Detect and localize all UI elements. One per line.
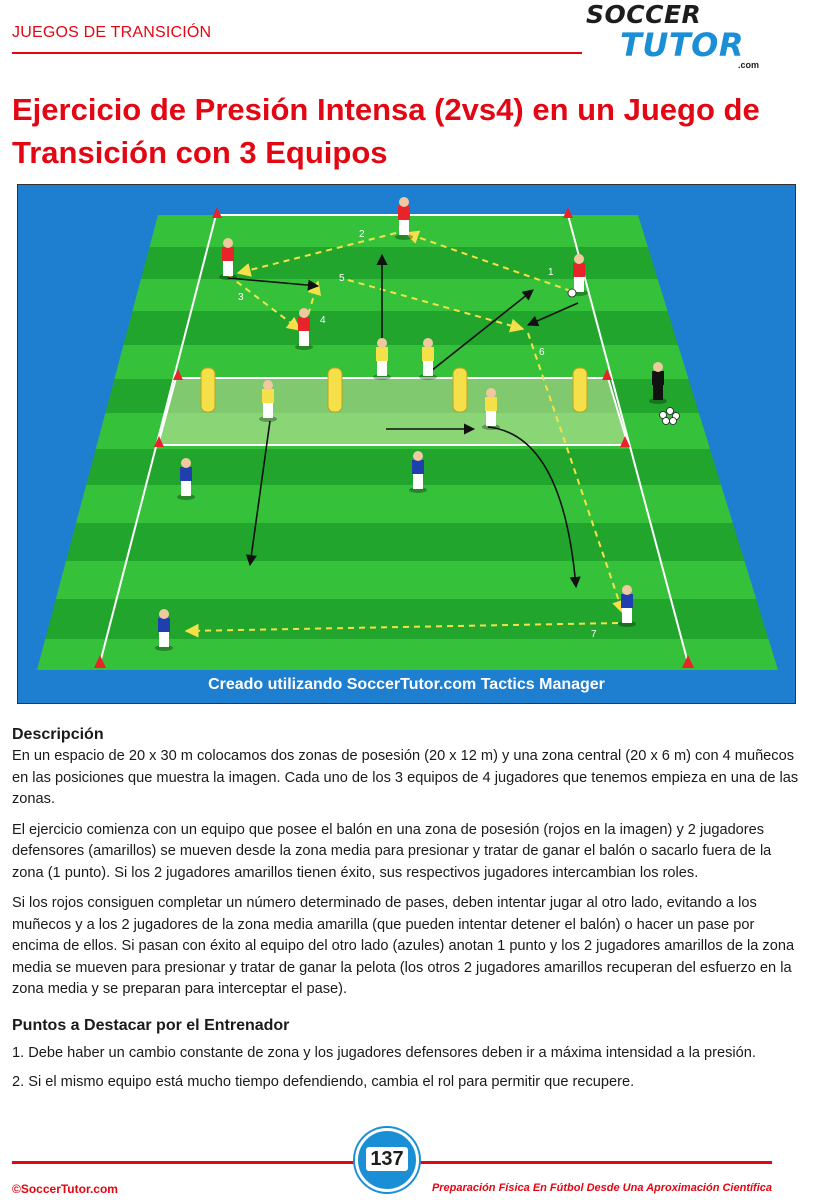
description-paragraph: El ejercicio comienza con un equipo que posee el balón en una zona de posesión (rojos en la imagen) y 2 jugadores defensores (amarillos) se mueven desde la zona media para presionar y tratar de ganar el balón o sacarlo fuera de la zona (1 punto). Si los 2 jugadores amarillos tienen éxito, sus respectivos jugadores intercambian los roles.: [12, 821, 772, 881]
section-label: JUEGOS DE TRANSICIÓN: [12, 24, 212, 41]
middle-zone: [158, 378, 628, 445]
pass-number-label: 6: [539, 347, 545, 358]
ball: [568, 289, 576, 297]
soccertutor-logo: [580, 0, 780, 74]
content: [12, 724, 802, 1102]
page-number: 137: [366, 1147, 407, 1171]
ball: [670, 418, 677, 425]
coaching-point: 2. Si el mismo equipo está mucho tiempo defendiendo, cambia el rol para permitir que recupere.: [12, 1074, 635, 1090]
mannequin: [328, 368, 342, 412]
pass-number-label: 2: [359, 229, 365, 240]
mannequin: [453, 368, 467, 412]
logo-soccer-text: SOCCER: [586, 0, 702, 29]
pass-number-label: 5: [339, 273, 345, 284]
cone: [212, 207, 222, 218]
mannequin: [573, 368, 587, 412]
page-badge: [355, 1128, 419, 1192]
tactics-manager-watermark: Creado utilizando SoccerTutor.com Tactics Manager: [208, 676, 605, 693]
description-paragraph: En un espacio de 20 x 30 m colocamos dos zonas de posesión (20 x 12 m) y una zona central (20 x 6 m) con 4 muñecos en las posiciones que muestra la imagen. Cada uno de los 3 equipos de 4 jugadores que tenemos empieza en una de las zonas.: [12, 748, 799, 807]
pitch-svg: [18, 185, 796, 704]
pass-number-label: 4: [320, 315, 326, 326]
logo-tutor-text: TUTOR: [620, 26, 744, 64]
page-title: Ejercicio de Presión Intensa (2vs4) en un Juego de Transición con 3 Equipos: [12, 92, 760, 170]
footer-book-title: Preparación Física En Fútbol Desde Una Aproximación Científica: [431, 1182, 772, 1194]
mannequin: [201, 368, 215, 412]
cone: [563, 207, 573, 218]
coaching-point: 1. Debe haber un cambio constante de zona y los jugadores defensores deben ir a máxima intensidad a la presión.: [12, 1044, 756, 1061]
logo-com-text: .com: [738, 60, 760, 70]
ball: [667, 408, 674, 415]
footer-copyright: ©SoccerTutor.com: [12, 1182, 118, 1196]
coaching-heading: Puntos a Destacar por el Entrenador: [12, 1016, 290, 1034]
pass-number-label: 7: [591, 629, 597, 640]
drill-diagram: [17, 184, 796, 704]
pass-number-label: 1: [548, 267, 554, 278]
pass-number-label: 3: [238, 292, 244, 303]
ball: [663, 418, 670, 425]
description-paragraph: Si los rojos consiguen completar un número determinado de pases, deben intentar jugar al otro lado, evitando a los muñecos y a los 2 jugadores de la zona media amarilla (que pueden intentar detener el balón) o hacer un pase por encima de ellos. Si pasan con éxito al equipo del otro lado (azules) anotan 1 punto y los 2 jugadores amarillos de la zona media se mueven para presionar y tratar de ganar la pelota (los otros 2 jugadores amarillos recuperan del esfuerzo en la zona media y se preparan para interceptar el pase).: [12, 895, 795, 997]
coaching-points: [12, 1043, 802, 1094]
description-heading: Descripción: [12, 726, 104, 743]
header-rule: [12, 52, 582, 54]
